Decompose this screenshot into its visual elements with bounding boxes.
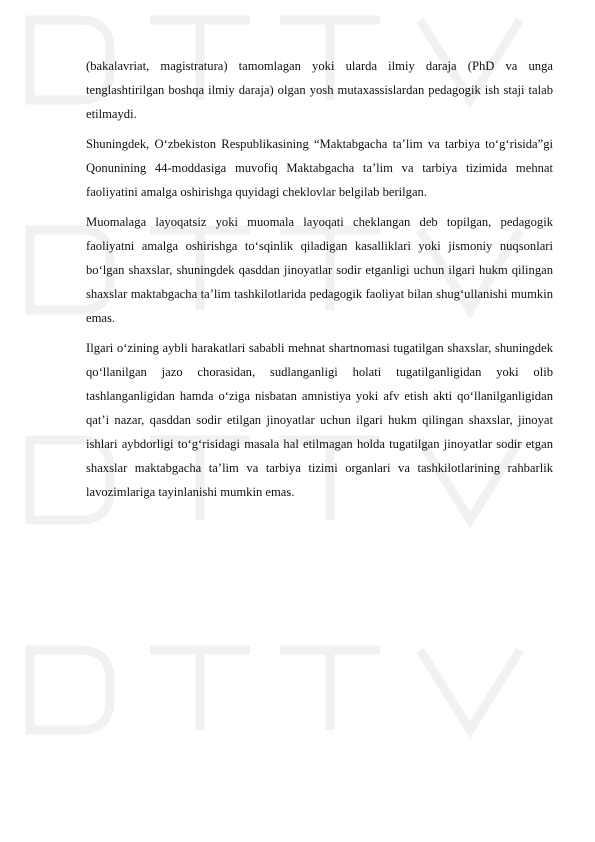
document-body <box>86 54 553 510</box>
paragraph-law-reference: Shuningdek, O‘zbekiston Respublikasining “Maktabgacha ta’lim va tarbiya to‘g‘risida”gi Qonunining 44-moddasiga muvofiq Maktabgacha ta’lim va tarbiya tizimida mehnat faoliyatini amalga oshirishga quyidagi cheklovlar belgilab berilgan. <box>86 137 553 199</box>
paragraph-restrictions-leadership: Ilgari o‘zining aybli harakatlari sababli mehnat shartnomasi tugatilgan shaxslar, shuningdek qo‘llanilgan jazo chorasidan, sudlanganligi holati tugatilganligidan yoki olib tashlanganligidan hamda o‘ziga nisbatan amnistiya yoki afv etish akti qo‘llanilganligidan qat’i nazar, qasddan sodir etilgan jinoyatlar uchun ilgari hukm qilingan shaxslar, jinoyat ishlari aybdorligi to‘g‘risidagi masala hal etilmagan holda tugatilgan jinoyatlar sodir etgan shaxslar maktabgacha ta’lim va tarbiya tizimi organlari va tashkilotlarining rahbarlik lavozimlariga tayinlanishi mumkin emas. <box>86 341 553 499</box>
watermark-mark <box>150 650 250 730</box>
paragraph-continuation: (bakalavriat, magistratura) tamomlagan yoki ularda ilmiy daraja (PhD va unga tenglashtirilgan boshqa ilmiy daraja) olgan yosh mutaxassislardan pedagogik ish staji talab etilmaydi. <box>86 59 553 121</box>
watermark-mark <box>280 650 380 730</box>
paragraph-restrictions-pedagogic: Muomalaga layoqatsiz yoki muomala layoqati cheklangan deb topilgan, pedagogik faoliyatni amalga oshirishga to‘sqinlik qiladigan kasalliklari yoki jismoniy nuqsonlari bo‘lgan shaxslar, shuningdek qasddan jinoyatlar sodir etganligi uchun ilgari hukm qilingan shaxslar maktabgacha ta’lim tashkilotlarida pedagogik faoliyat bilan shug‘ullanishi mumkin emas. <box>86 215 553 325</box>
watermark-mark <box>420 650 520 730</box>
watermark-mark <box>30 650 110 730</box>
